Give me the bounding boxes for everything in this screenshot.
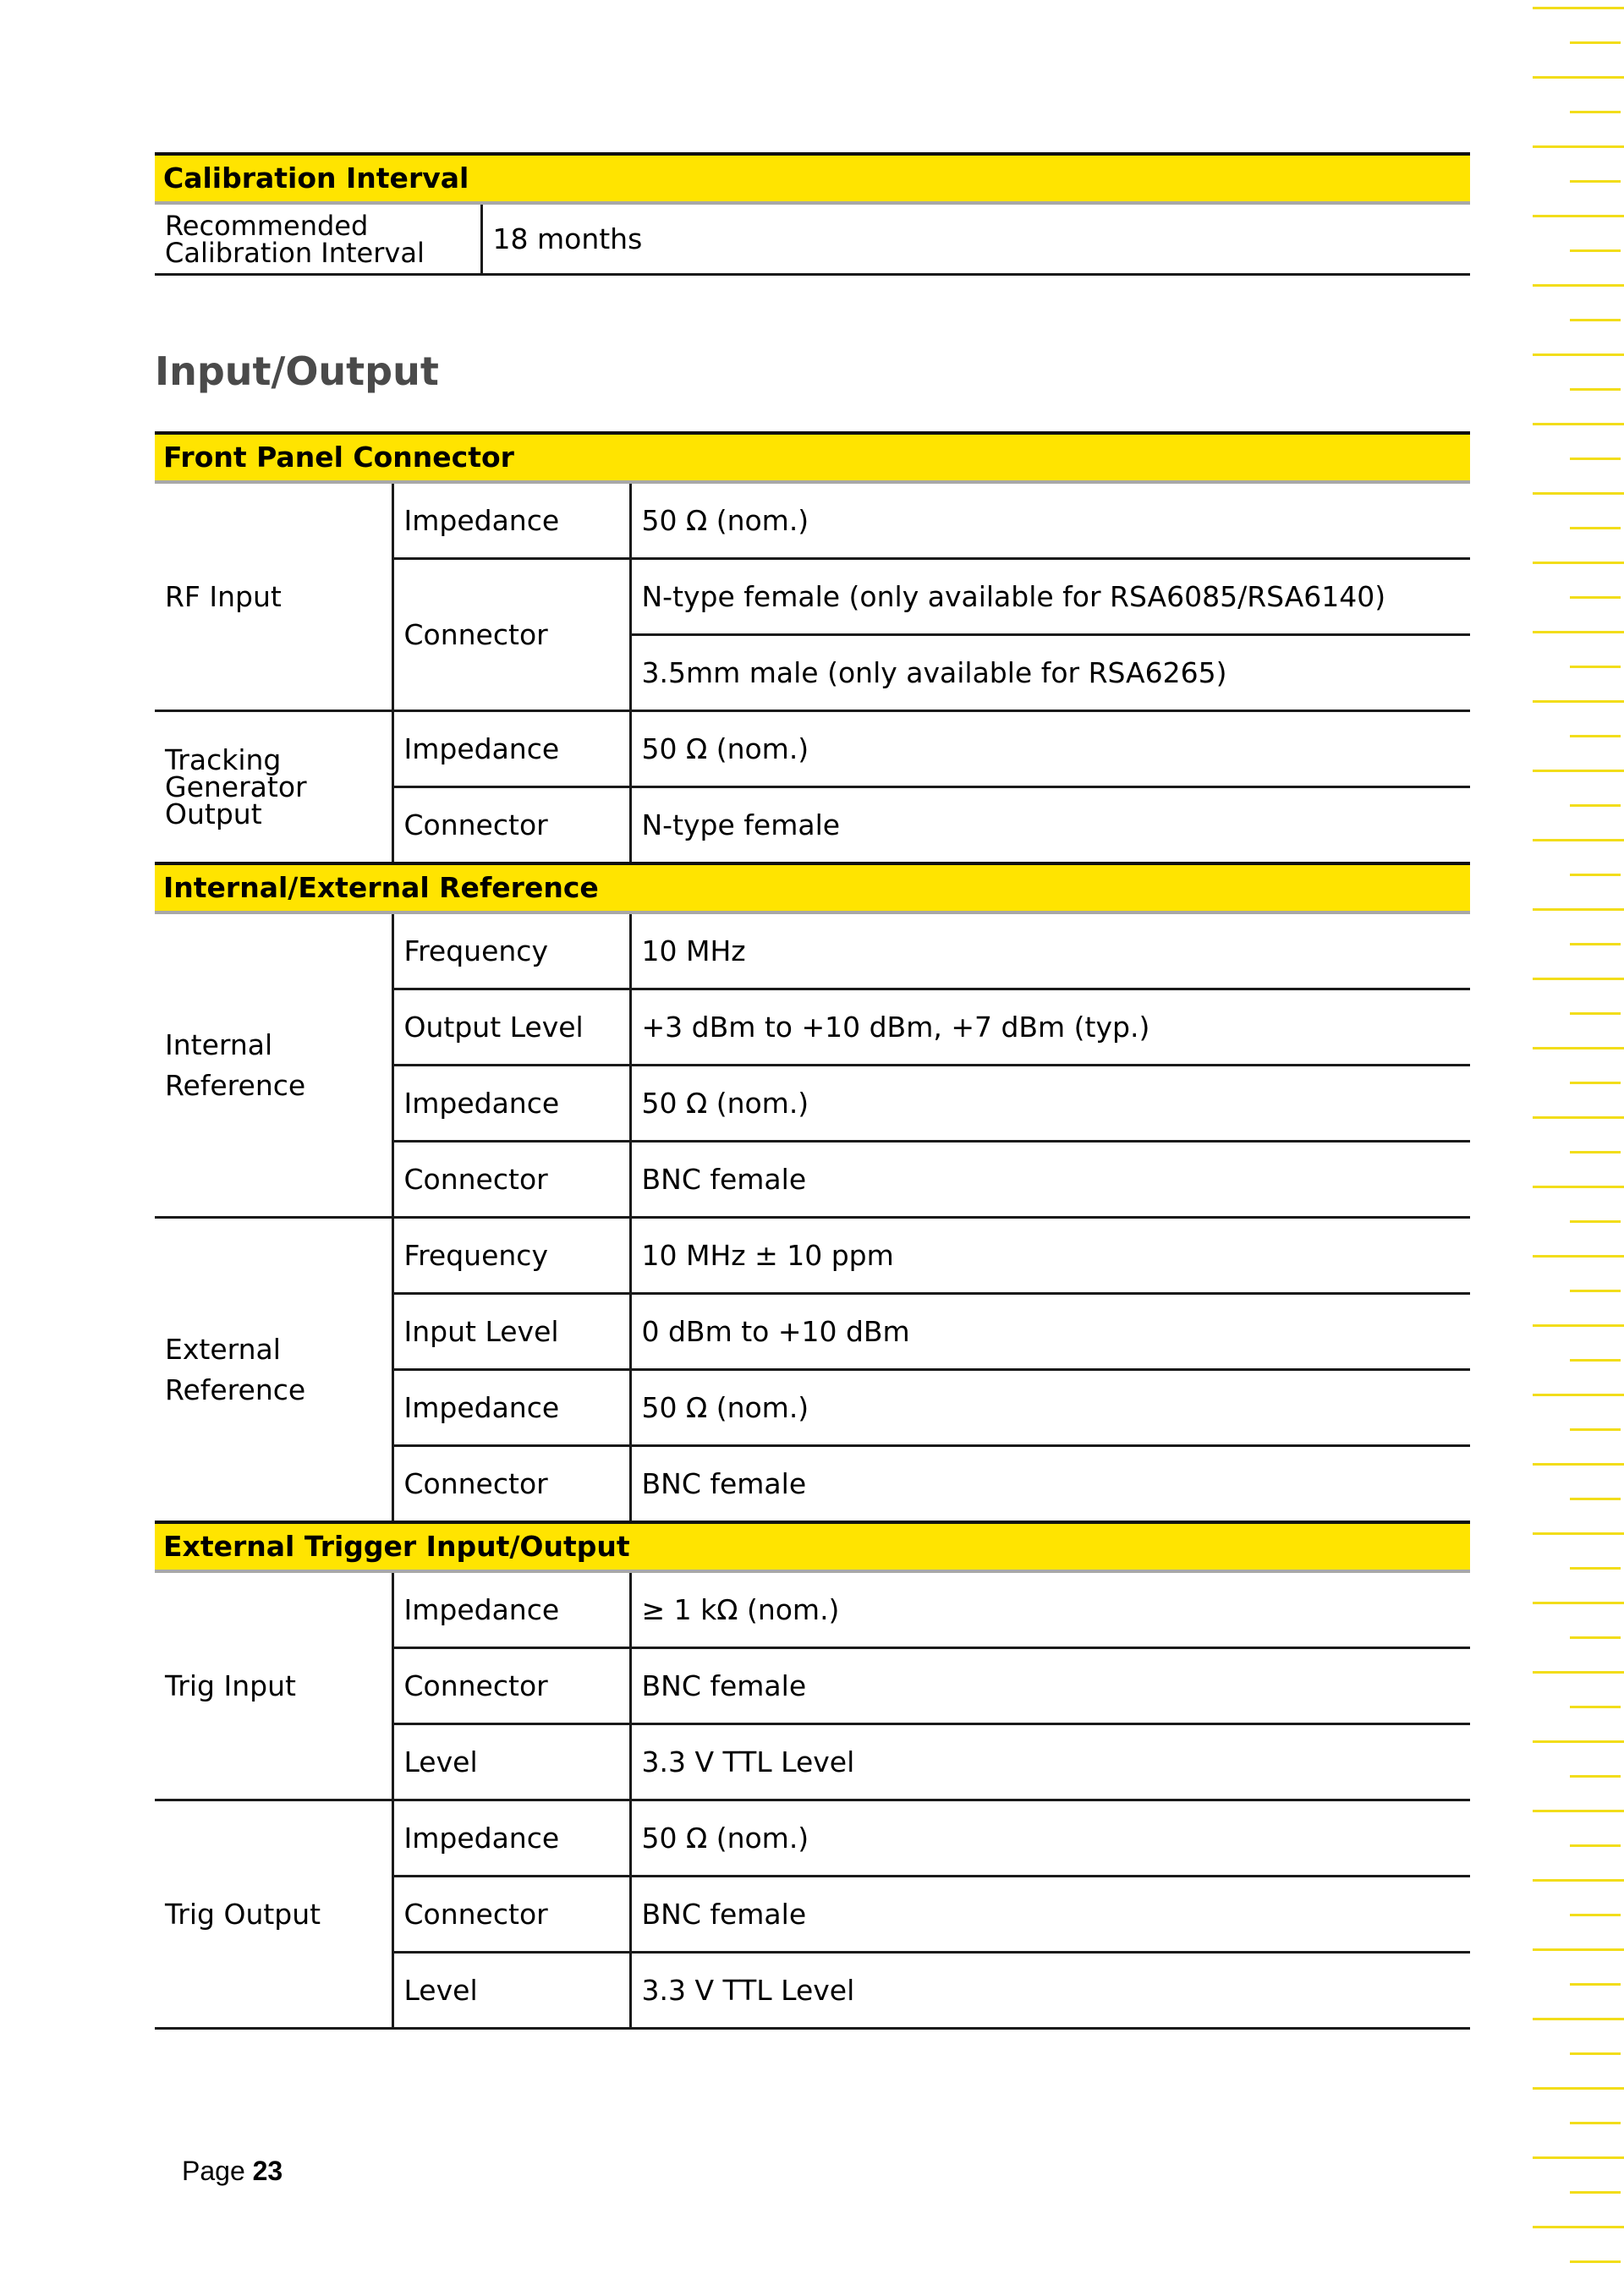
front-panel-header-row [155,433,1470,482]
value-cell: BNC female [630,1877,1470,1953]
param-cell: Frequency [392,1218,630,1294]
input-output-table [155,431,1470,2030]
tracking-generator-label: Tracking Generator Output [155,711,392,864]
decorative-dash-line [1570,1012,1621,1015]
value-cell: 3.3 V TTL Level [630,1724,1470,1800]
decorative-dash-line [1570,596,1621,599]
decorative-dash-line [1570,1636,1621,1639]
value-cell: 0 dBm to +10 dBm [630,1294,1470,1370]
value-cell: 10 MHz [630,912,1470,989]
param-cell: Impedance [392,1800,630,1877]
decorative-dash-line [1570,111,1621,113]
param-cell: Connector [392,559,630,711]
decorative-dash-line [1533,1740,1624,1743]
param-cell: Connector [392,1877,630,1953]
decorative-dash-line [1533,492,1624,495]
decorative-dash-line [1533,2156,1624,2159]
decorative-dash-line [1533,2018,1624,2020]
table-row [155,1571,1470,1648]
table-row [155,203,1470,275]
decorative-dash-line [1570,1359,1621,1362]
param-cell: Frequency [392,912,630,989]
value-cell: 3.3 V TTL Level [630,1953,1470,2029]
decorative-dash-line [1570,1082,1621,1084]
decorative-dash-line [1533,562,1624,564]
decorative-dash-line [1570,1706,1621,1708]
page-number-value: 23 [252,2156,283,2186]
decorative-dash-line [1570,2260,1621,2263]
decorative-dash-line [1533,215,1624,217]
value-cell: 50 Ω (nom.) [630,1066,1470,1142]
decorative-dash-line [1533,284,1624,287]
margin-decoration [1522,0,1624,2296]
value-cell: BNC female [630,1446,1470,1523]
param-cell: Level [392,1724,630,1800]
decorative-dash-line [1570,2122,1621,2124]
decorative-dash-line [1533,1948,1624,1951]
decorative-dash-line [1533,1879,1624,1882]
trig-input-label: Trig Input [155,1571,392,1800]
table-row [155,482,1470,559]
decorative-dash-line [1570,804,1621,807]
trigger-header-row [155,1522,1470,1571]
value-cell: 50 Ω (nom.) [630,482,1470,559]
decorative-dash-line [1533,839,1624,841]
param-cell: Impedance [392,482,630,559]
value-cell: N-type female [630,787,1470,864]
calibration-value: 18 months [481,203,1470,275]
value-cell: +3 dBm to +10 dBm, +7 dBm (typ.) [630,989,1470,1066]
value-cell: 50 Ω (nom.) [630,1370,1470,1446]
decorative-dash-line [1570,666,1621,668]
value-cell: BNC female [630,1648,1470,1724]
value-cell: N-type female (only available for RSA6085/RSA6140) [630,559,1470,635]
param-cell: Impedance [392,1571,630,1648]
decorative-dash-line [1533,1116,1624,1119]
decorative-dash-line [1533,2226,1624,2228]
decorative-dash-line [1570,1567,1621,1570]
decorative-dash-line [1570,943,1621,945]
decorative-dash-line [1533,1602,1624,1604]
page-label: Page [182,2156,245,2186]
param-cell: Level [392,1953,630,2029]
calibration-label: Recommended Calibration Interval [155,203,481,275]
decorative-dash-line [1570,1428,1621,1431]
param-cell: Output Level [392,989,630,1066]
decorative-dash-line [1570,388,1621,391]
page-number [182,2156,283,2187]
decorative-dash-line [1570,41,1621,44]
value-cell: 50 Ω (nom.) [630,711,1470,787]
section-title: Input/Output [155,348,439,394]
decorative-dash-line [1533,145,1624,148]
decorative-dash-line [1570,319,1621,321]
decorative-dash-line [1533,76,1624,79]
trigger-header: External Trigger Input/Output [155,1522,1470,1571]
decorative-dash-line [1533,1394,1624,1396]
param-cell: Impedance [392,711,630,787]
decorative-dash-line [1570,1983,1621,1986]
decorative-dash-line [1533,2087,1624,2090]
trig-output-label: Trig Output [155,1800,392,2029]
decorative-dash-line [1570,1220,1621,1223]
param-cell: Connector [392,1142,630,1218]
decorative-dash-line [1570,2191,1621,2194]
decorative-dash-line [1533,770,1624,772]
decorative-dash-line [1570,735,1621,737]
decorative-dash-line [1570,2052,1621,2055]
decorative-dash-line [1570,527,1621,529]
decorative-dash-line [1533,908,1624,911]
front-panel-header: Front Panel Connector [155,433,1470,482]
param-cell: Impedance [392,1370,630,1446]
decorative-dash-line [1533,1463,1624,1466]
decorative-dash-line [1533,7,1624,9]
decorative-dash-line [1570,1844,1621,1847]
decorative-dash-line [1533,423,1624,425]
param-cell: Connector [392,787,630,864]
value-cell: ≥ 1 kΩ (nom.) [630,1571,1470,1648]
decorative-dash-line [1570,458,1621,460]
decorative-dash-line [1533,978,1624,980]
decorative-dash-line [1533,353,1624,356]
decorative-dash-line [1570,180,1621,183]
calibration-header: Calibration Interval [155,154,1470,203]
param-cell: Connector [392,1446,630,1523]
table-row [155,1800,1470,1877]
param-cell: Impedance [392,1066,630,1142]
decorative-dash-line [1570,874,1621,876]
rf-input-label: RF Input [155,482,392,711]
calibration-header-row [155,154,1470,203]
value-cell: 3.5mm male (only available for RSA6265) [630,635,1470,711]
calibration-table [155,152,1470,276]
decorative-dash-line [1570,1498,1621,1500]
decorative-dash-line [1533,1047,1624,1049]
decorative-dash-line [1570,1290,1621,1292]
param-cell: Connector [392,1648,630,1724]
external-reference-label: External Reference [155,1218,392,1523]
value-cell: 10 MHz ± 10 ppm [630,1218,1470,1294]
decorative-dash-line [1570,1914,1621,1916]
table-row [155,912,1470,989]
decorative-dash-line [1533,1255,1624,1258]
decorative-dash-line [1533,1324,1624,1327]
decorative-dash-line [1533,1810,1624,1812]
reference-header-row [155,863,1470,912]
decorative-dash-line [1533,631,1624,633]
param-cell: Input Level [392,1294,630,1370]
decorative-dash-line [1570,1775,1621,1778]
value-cell: BNC female [630,1142,1470,1218]
value-cell: 50 Ω (nom.) [630,1800,1470,1877]
table-row [155,711,1470,787]
decorative-dash-line [1570,1151,1621,1153]
reference-header: Internal/External Reference [155,863,1470,912]
decorative-dash-line [1533,1186,1624,1188]
internal-reference-label: Internal Reference [155,912,392,1218]
table-row [155,1218,1470,1294]
decorative-dash-line [1533,1532,1624,1535]
decorative-dash-line [1533,1671,1624,1674]
decorative-dash-line [1533,700,1624,703]
decorative-dash-line [1570,249,1621,252]
